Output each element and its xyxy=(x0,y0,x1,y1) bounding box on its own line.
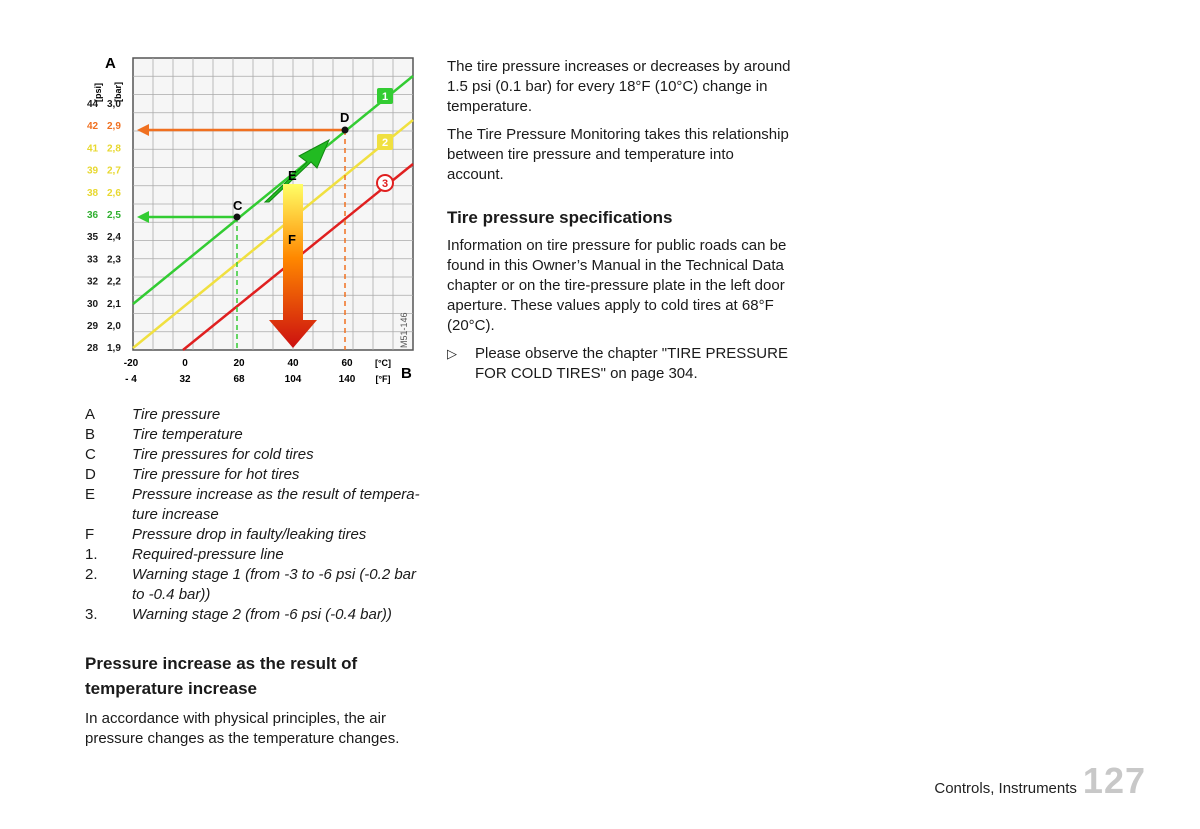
right-column xyxy=(447,57,792,384)
legend-key: 2. xyxy=(85,566,98,583)
legend-text: Pressure increase as the result of tempera- ture increase xyxy=(132,486,420,523)
psi-tick: 35 xyxy=(87,232,99,244)
celsius-tick: -20 xyxy=(123,358,139,369)
legend-item xyxy=(85,405,425,425)
bar-header: [bar] xyxy=(113,82,123,102)
psi-tick: 36 xyxy=(87,210,99,221)
axis-label-b: B xyxy=(401,365,412,382)
legend-item xyxy=(85,445,425,465)
right-paragraph-1: The tire pressure increases or decreases by around 1.5 psi (0.1 bar) for every 18°F (10°C) change in temperature. xyxy=(447,58,791,115)
celsius-tick: 40 xyxy=(287,358,299,369)
footer-section-name: Controls, Instruments xyxy=(934,780,1077,797)
legend-key: F xyxy=(85,526,95,543)
point-c-dot xyxy=(234,214,241,221)
legend-item xyxy=(85,425,425,445)
pressure-increase-section xyxy=(85,651,425,757)
point-e-label: E xyxy=(288,168,297,183)
psi-tick: 30 xyxy=(87,298,99,310)
tire-pressure-spec-heading: Tire pressure specifications xyxy=(447,208,673,227)
fahrenheit-tick: 140 xyxy=(338,374,356,385)
celsius-tick: 20 xyxy=(233,358,245,369)
bar-tick: 1,9 xyxy=(107,343,121,355)
fahrenheit-unit: [°F] xyxy=(375,374,391,384)
legend-item xyxy=(85,605,425,625)
legend-key: A xyxy=(85,406,96,423)
point-d-label: D xyxy=(340,110,350,125)
point-c-label: C xyxy=(233,198,243,213)
fahrenheit-tick: 68 xyxy=(233,374,245,385)
legend-key: D xyxy=(85,466,96,483)
psi-tick: 29 xyxy=(87,321,99,332)
legend-key: 1. xyxy=(85,546,98,563)
legend-text: Pressure drop in faulty/leaking tires xyxy=(132,526,367,543)
legend-text: Warning stage 2 (from -6 psi (-0.4 bar)) xyxy=(132,606,392,623)
legend-key: 3. xyxy=(85,606,98,623)
celsius-unit: [°C] xyxy=(374,358,392,368)
legend-key: E xyxy=(85,486,96,503)
diagram-grid xyxy=(133,58,413,350)
figure-code: M51-146 xyxy=(399,312,409,348)
right-paragraph-3: Information on tire pressure for public roads can be found in this Owner’s Manual in the Technical Data chapter or on the tire-pressure plate in the left door aperture. These values apply to cold tires at 68°F (20°C). xyxy=(447,237,787,334)
psi-tick: 28 xyxy=(87,343,99,355)
celsius-tick: 60 xyxy=(341,358,353,369)
legend-key: B xyxy=(85,426,96,443)
psi-tick: 39 xyxy=(87,165,99,177)
axis-label-a: A xyxy=(105,55,116,72)
legend-text: Required-pressure line xyxy=(132,546,284,563)
triangle-bullet-icon: ▷ xyxy=(447,346,457,361)
bar-tick: 2,6 xyxy=(107,187,121,199)
point-d-dot xyxy=(342,127,349,134)
celsius-tick: 0 xyxy=(182,358,188,369)
tire-pressure-diagram xyxy=(85,52,417,390)
bullet-text: Please observe the chapter "TIRE PRESSURE FOR COLD TIRES" on page 304. xyxy=(475,345,788,382)
bar-tick: 2,7 xyxy=(107,165,121,177)
legend-text: Warning stage 1 (from -3 to -6 psi (-0.2 bar to -0.4 bar)) xyxy=(132,566,417,603)
fahrenheit-tick: - 4 xyxy=(125,374,137,385)
page-footer xyxy=(934,760,1146,802)
page-number: 127 xyxy=(1082,760,1146,801)
figure-legend xyxy=(85,405,425,625)
legend-item xyxy=(85,465,425,485)
bar-tick: 2,8 xyxy=(107,143,121,155)
psi-tick: 44 xyxy=(87,99,99,110)
pressure-increase-heading: Pressure increase as the result of temperature increase xyxy=(85,654,358,698)
bar-tick: 3,0 xyxy=(107,99,121,110)
psi-tick: 41 xyxy=(87,143,99,155)
psi-tick: 38 xyxy=(87,187,99,199)
legend-item xyxy=(85,545,425,565)
bar-tick: 2,9 xyxy=(107,121,121,133)
legend-key: C xyxy=(85,446,96,463)
bar-tick: 2,2 xyxy=(107,276,121,288)
legend-text: Tire temperature xyxy=(132,426,243,443)
fahrenheit-tick: 104 xyxy=(284,374,302,385)
legend-text: Tire pressure for hot tires xyxy=(132,466,300,483)
legend-text: Tire pressures for cold tires xyxy=(132,446,314,463)
psi-tick: 32 xyxy=(87,276,99,288)
psi-tick: 42 xyxy=(87,121,99,133)
bar-tick: 2,4 xyxy=(107,232,121,244)
psi-header: [psi] xyxy=(93,83,103,102)
legend-text: Tire pressure xyxy=(132,406,221,423)
pressure-increase-body: In accordance with physical principles, the air pressure changes as the temperature changes. xyxy=(85,710,400,747)
psi-tick: 33 xyxy=(87,254,99,266)
legend-item xyxy=(85,525,425,545)
line-badge-label: 2 xyxy=(381,137,389,149)
legend-item xyxy=(85,565,425,605)
legend-item xyxy=(85,485,425,525)
point-f-label: F xyxy=(288,232,296,247)
right-paragraph-2: The Tire Pressure Monitoring takes this relationship between tire pressure and temperature into account. xyxy=(447,126,789,183)
bar-tick: 2,5 xyxy=(107,210,121,221)
bar-tick: 2,0 xyxy=(107,321,121,332)
bar-tick: 2,3 xyxy=(107,254,121,266)
line-badge-label: 1 xyxy=(381,91,389,103)
bar-tick: 2,1 xyxy=(107,298,121,310)
fahrenheit-tick: 32 xyxy=(179,374,191,385)
line-badge-label: 3 xyxy=(381,178,389,190)
bullet-item xyxy=(447,344,792,384)
